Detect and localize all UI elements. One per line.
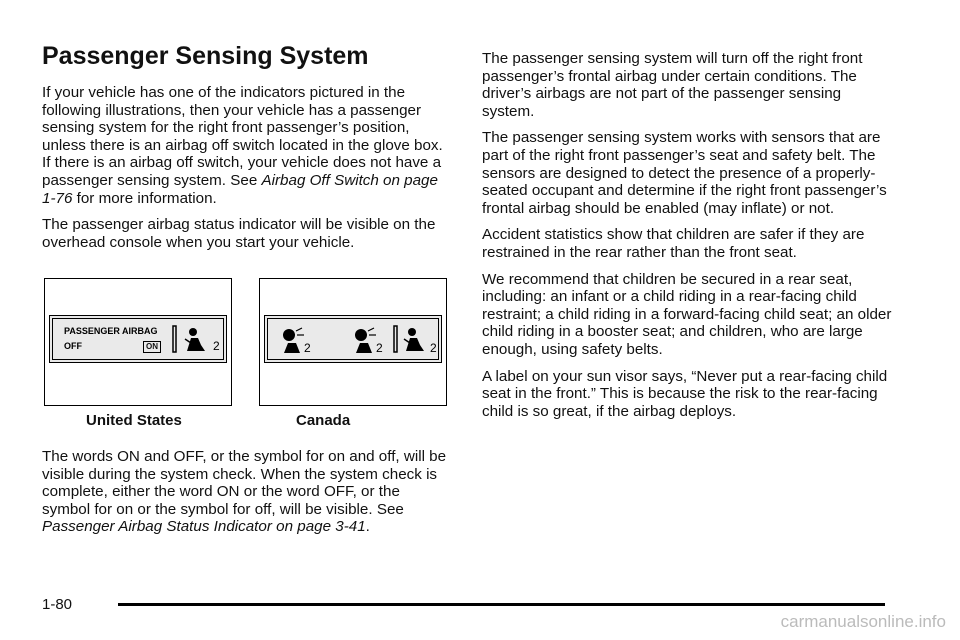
right-paragraph-1: The passenger sensing system will turn off the right front passenger’s frontal airbag under certain conditions. The driver’s airbags are not part of the passenger sensing system. [482, 50, 863, 120]
system-check-text: The words ON and OFF, or the symbol for on and off, will be visible during the system check. When the system check is complete, either the word ON or the word OFF, or the symbol for on or the symbol for off, will be visible. See [42, 448, 447, 518]
right-paragraph-3: Accident statistics show that children are safer if they are restrained in the rear rather than the front seat. [482, 226, 865, 261]
us-display-frame [52, 318, 224, 360]
canada-seated-passenger-icon [392, 323, 432, 357]
us-indicator-display [49, 315, 227, 363]
canada-display-frame [267, 318, 439, 360]
canada-icon3-number: 2 [430, 341, 437, 355]
canada-indicator-figure [259, 278, 447, 406]
intro-paragraph [42, 84, 452, 207]
left-column-bottom [42, 448, 452, 545]
us-off-label: OFF [64, 341, 82, 351]
intro-text-end: for more information. [72, 189, 217, 207]
right-paragraph-4: We recommend that children be secured in a rear seat, including: an infant or a child riding in a rear-facing child restraint; a child riding in a forward-facing child seat; an older child riding in a booster seat; and children, who are large enough, using safety belts. [482, 270, 892, 358]
canada-icon2-number: 2 [376, 341, 383, 355]
system-check-paragraph [42, 448, 452, 536]
system-check-text-end: . [365, 518, 370, 536]
us-indicator-figure [44, 278, 232, 406]
watermark: carmanualsonline.info [780, 612, 946, 631]
canada-figure-caption: Canada [296, 412, 351, 429]
intro-text: If your vehicle has one of the indicators pictured in the following illustrations, then your vehicle has a passenger sensing system for the right front passenger’s position, unless there is an airbag off switch located in the glove box. If there is an airbag off switch, your vehicle does not have a passenger sensing system. See [42, 84, 443, 189]
airbag-off-switch-link[interactable]: Airbag Off Switch on page 1-76 [42, 171, 438, 207]
footer-divider [118, 603, 885, 606]
canada-indicator-display [264, 315, 442, 363]
canada-icon1-number: 2 [304, 341, 311, 355]
us-icon-number: 2 [213, 339, 220, 353]
us-on-label: ON [143, 341, 161, 353]
us-figure-caption: United States [86, 412, 182, 429]
page-number: 1-80 [42, 596, 73, 613]
indicator-paragraph: The passenger airbag status indicator will be visible on the overhead console when you start your vehicle. [42, 216, 436, 251]
status-indicator-link[interactable]: Passenger Airbag Status Indicator on page 3-41 [42, 518, 366, 536]
right-paragraph-5: A label on your sun visor says, “Never put a rear-facing child seat in the front.” This is because the risk to the rear-facing child is so great, if the airbag deploys. [482, 367, 888, 420]
page-title: Passenger Sensing System [42, 42, 369, 70]
us-passenger-airbag-label: PASSENGER AIRBAG [64, 326, 158, 336]
left-column [42, 84, 452, 260]
right-column [482, 50, 894, 429]
right-paragraph-2: The passenger sensing system works with sensors that are part of the right front passenger’s seat and safety belt. The sensors are designed to detect the presence of a properly-seated occupant and determine if the right front passenger’s frontal airbag should be enabled (may inflate) or not. [482, 129, 887, 217]
